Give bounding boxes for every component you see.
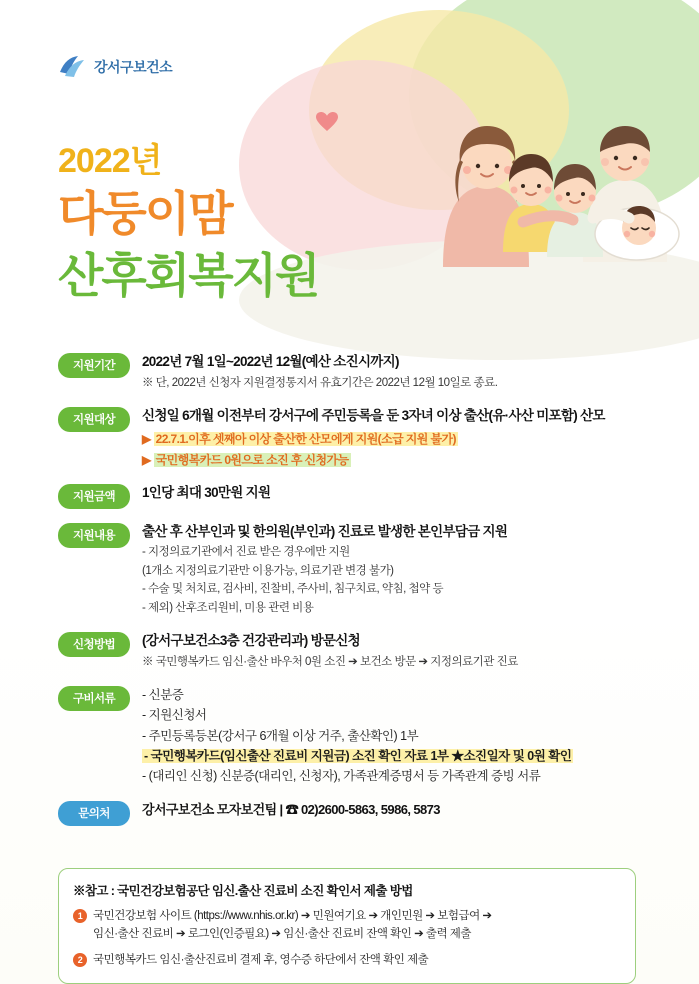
section-contact xyxy=(58,800,648,826)
section-lines xyxy=(142,686,648,787)
document-line: - 신분증 xyxy=(142,687,184,702)
contact-info: 강서구보건소 모자보건팀 | ☎ 02)2600-5863, 5986, 5873 xyxy=(142,801,440,817)
section-note: ※ 단, 2022년 신청자 지원결정통지서 유효기간은 2022년 12월 10일로 종료. xyxy=(142,376,498,389)
section-lead: 신청일 6개월 이전부터 강서구에 주민등록을 둔 3자녀 이상 출산(유·사산 미포함) 산모 xyxy=(142,407,605,423)
headline-title: 다둥이맘 xyxy=(58,186,232,240)
section-body xyxy=(142,631,648,672)
section-details xyxy=(58,522,648,618)
section-body xyxy=(142,483,648,504)
section-tag: 지원기간 xyxy=(58,353,130,378)
footnote-body xyxy=(93,951,621,969)
footnote-line: 국민행복카드 임신·출산진료비 결제 후, 영수증 하단에서 잔액 확인 제출 xyxy=(93,953,429,966)
section-lead: 2022년 7월 1일~2022년 12월(예산 소진시까지) xyxy=(142,354,399,369)
section-tag: 지원내용 xyxy=(58,523,130,548)
detail-line: - 제외) 산후조리원비, 미용 관련 비용 xyxy=(142,602,314,615)
footnote-body xyxy=(93,907,621,944)
section-lead: (강서구보건소3층 건강관리과) 방문신청 xyxy=(142,633,360,649)
section-body xyxy=(142,522,648,618)
poster-content xyxy=(58,352,648,839)
section-how-to-apply xyxy=(58,631,648,672)
section-lead: 1인당 최대 30만원 지원 xyxy=(142,484,271,500)
footnote-line: 임신·출산 진료비 ➔ 로그인(인증필요) ➔ 임신·출산 진료비 잔액 확인 ➔ 출력 제출 xyxy=(93,928,472,941)
section-body xyxy=(142,352,648,393)
headline-subtitle: 산후회복지원 xyxy=(58,249,319,303)
section-eligibility xyxy=(58,406,648,470)
bullet-text: 국민행복카드 0원으로 소진 후 신청가능 xyxy=(155,453,349,468)
section-note: ※ 국민행복카드 임신·출산 바우처 0원 소진 ➔ 보건소 방문 ➔ 지정의료기관 진료 xyxy=(142,655,518,668)
footnote-item xyxy=(73,951,621,969)
headline-year: 2022년 xyxy=(58,142,162,180)
section-lines xyxy=(142,544,648,618)
section-tag: 신청방법 xyxy=(58,632,130,657)
document-line-highlight: - 국민행복카드(임신출산 진료비 지원금) 소진 확인 자료 1부 ★소진일자 및 0원 확인 xyxy=(144,748,572,763)
footnote-number-icon: 2 xyxy=(73,953,87,967)
gangseo-logo-icon xyxy=(58,54,86,80)
poster-headline xyxy=(58,140,318,306)
footnote-line: 국민건강보험 사이트 (https://www.nhis.or.kr) ➔ 민원여기요 ➔ 개인민원 ➔ 보험급여 ➔ xyxy=(93,910,492,922)
document-line: - 주민등록등본(강서구 6개월 이상 거주, 출산확인) 1부 xyxy=(142,728,419,743)
section-support-period xyxy=(58,352,648,393)
section-tag: 문의처 xyxy=(58,801,130,826)
organization-logo xyxy=(58,54,172,80)
section-lead: 출산 후 산부인과 및 한의원(부인과) 진료로 발생한 본인부담금 지원 xyxy=(142,523,508,539)
section-tag: 지원대상 xyxy=(58,407,130,432)
footnote-number-icon: 1 xyxy=(73,909,87,923)
organization-name: 강서구보건소 xyxy=(94,59,173,75)
section-bullet xyxy=(142,451,648,470)
document-line: - 지원신청서 xyxy=(142,708,207,723)
section-body xyxy=(142,800,648,820)
heart-icon xyxy=(316,112,338,132)
detail-line: (1개소 지정의료기관만 이용가능, 의료기관 변경 불가) xyxy=(142,564,394,577)
section-tag: 구비서류 xyxy=(58,686,130,711)
triangle-bullet-icon: ▶ xyxy=(142,431,151,446)
footnote-item xyxy=(73,907,621,944)
section-body xyxy=(142,685,648,787)
triangle-bullet-icon: ▶ xyxy=(142,453,151,468)
section-amount xyxy=(58,483,648,509)
detail-line: - 수술 및 처치료, 검사비, 진찰비, 주사비, 침구치료, 약침, 첩약 등 xyxy=(142,583,444,596)
section-required-documents xyxy=(58,685,648,787)
bullet-text: 22.7.1.이후 셋째아 이상 출산한 산모에게 지원(소급 지원 불가) xyxy=(155,431,456,446)
family-illustration xyxy=(347,52,687,282)
section-body xyxy=(142,406,648,470)
detail-line: - 지정의료기관에서 진료 받은 경우에만 지원 xyxy=(142,545,350,558)
document-line: - (대리인 신청) 신분증(대리인, 신청자), 가족관계증명서 등 가족관계 증빙 서류 xyxy=(142,769,541,784)
footnote-title: ※참고 : 국민건강보험공단 임신.출산 진료비 소진 확인서 제출 방법 xyxy=(73,884,413,898)
section-tag: 지원금액 xyxy=(58,484,130,509)
section-bullet xyxy=(142,430,648,449)
footnote-box xyxy=(58,868,636,984)
